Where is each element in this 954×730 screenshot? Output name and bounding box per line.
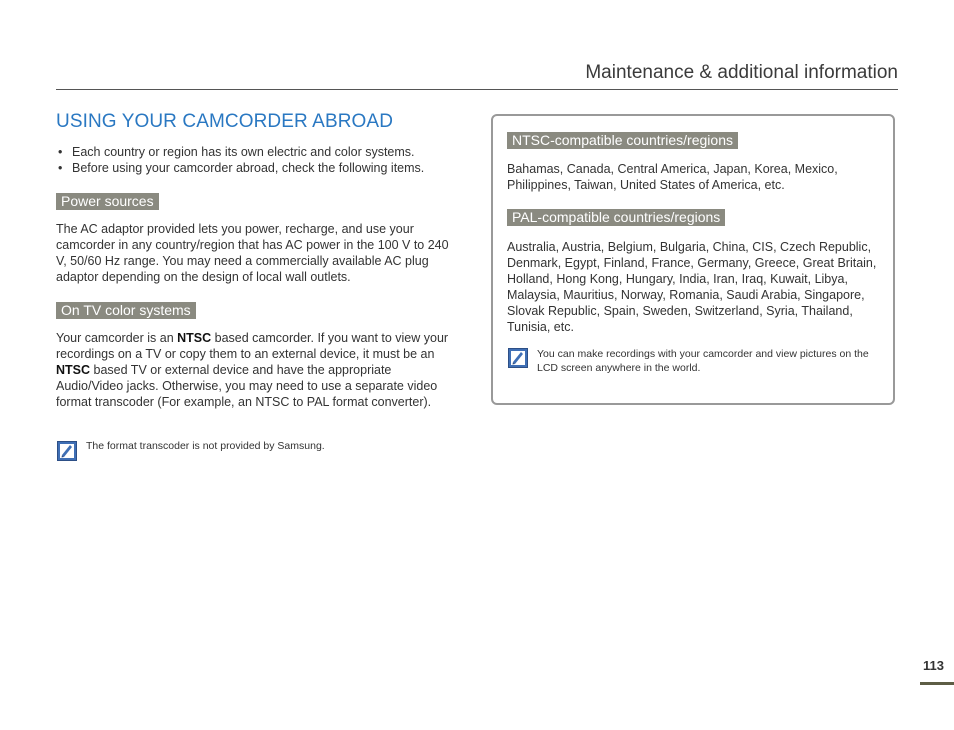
list-item: • Before using your camcorder abroad, check the following items. <box>56 161 466 177</box>
page-number: 113 <box>923 658 944 673</box>
note-text: The format transcoder is not provided by Samsung. <box>86 440 325 452</box>
power-sources-heading: Power sources <box>56 193 159 210</box>
pal-countries-text: Australia, Austria, Belgium, Bulgaria, China, CIS, Czech Republic, Denmark, Egypt, Finland, France, Germany, Greece, Great Britain, Holland, Hong Kong, Hungary, India, Iran, Iraq, Kuwait, Libya, Malaysia, Mauritius, Norway, Romania, Saudi Arabia, Singapore, Slovak Republic, Spain, Sweden, Switzerland, Syria, Thailand, Tunisia, etc. <box>507 240 877 334</box>
tv-color-systems-heading: On TV color systems <box>56 302 196 319</box>
tv-color-systems-text <box>56 330 460 410</box>
power-sources-text: The AC adaptor provided lets you power, recharge, and use your camcorder in any country/region that has AC power in the 100 V to 240 V, 50/60 Hz range. You may need a commercially available AC plug adaptor depending on the design of local wall outlets. <box>56 222 449 284</box>
tv-text-part: based camcorder. If you want to view your recordings on a TV or copy them to an external device, it must be an <box>56 331 449 361</box>
list-item: • Each country or region has its own electric and color systems. <box>56 145 466 161</box>
page-number-bar <box>920 682 954 685</box>
ntsc-countries-text: Bahamas, Canada, Central America, Japan, Korea, Mexico, Philippines, Taiwan, United States of America, etc. <box>507 162 838 192</box>
chapter-title: Maintenance & additional information <box>585 62 898 83</box>
ntsc-countries-heading: NTSC-compatible countries/regions <box>507 132 738 149</box>
note-icon <box>508 348 528 368</box>
tv-text-part: based TV or external device and have the appropriate Audio/Video jacks. Otherwise, you may need to use a separate video format transcoder (For example, an NTSC to PAL format converter). <box>56 363 438 409</box>
box-note-text: You can make recordings with your camcorder and view pictures on the LCD screen anywhere in the world. <box>537 348 869 374</box>
page-title: USING YOUR CAMCORDER ABROAD <box>56 111 394 132</box>
ntsc-emphasis: NTSC <box>177 331 212 345</box>
ntsc-emphasis: NTSC <box>56 363 91 377</box>
pal-countries-heading: PAL-compatible countries/regions <box>507 209 725 226</box>
intro-bullet-list <box>56 145 466 176</box>
header-divider <box>56 89 898 90</box>
note-icon <box>57 441 77 461</box>
tv-text-part: Your camcorder is an <box>56 331 178 345</box>
